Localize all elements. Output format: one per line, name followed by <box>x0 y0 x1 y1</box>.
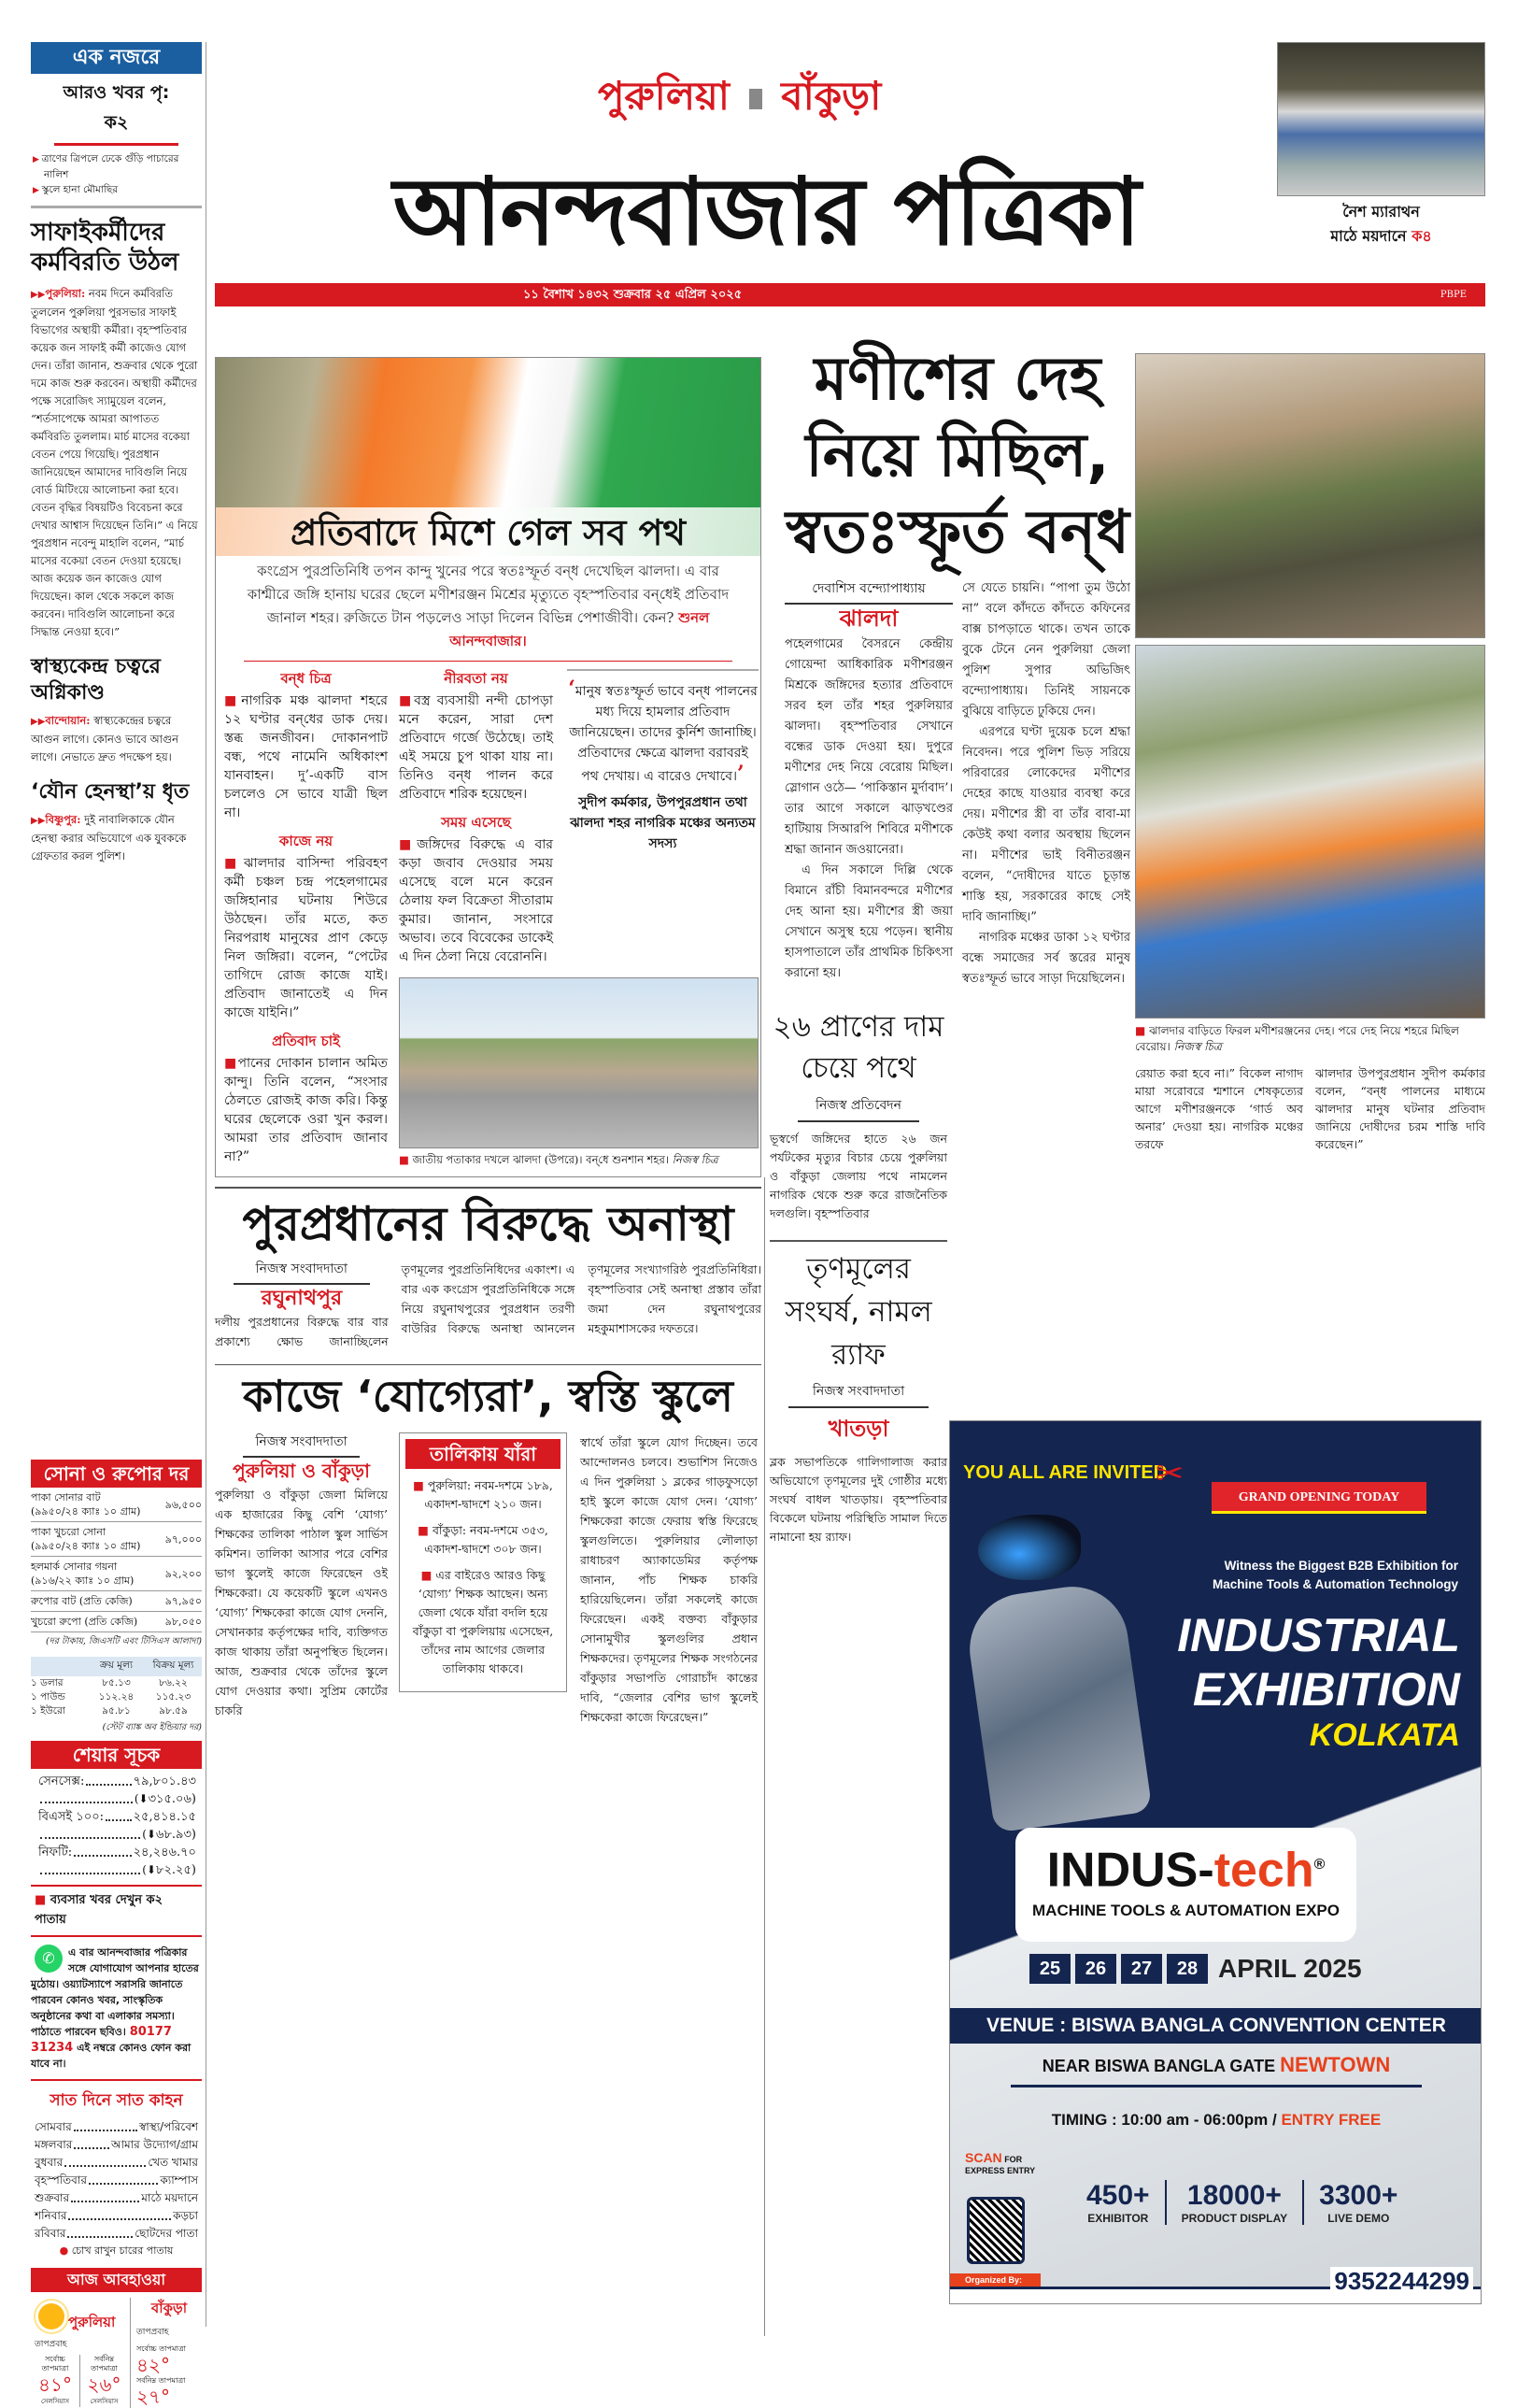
dots <box>40 1790 133 1803</box>
fx-note: (স্টেট ব্যাঙ্ক অব ইন্ডিয়ার দর) <box>102 1722 202 1732</box>
whatsapp-icon: ✆ <box>35 1945 63 1973</box>
scissors-icon: ✂ <box>1156 1454 1185 1492</box>
brand-part: INDUS- <box>1046 1843 1214 1898</box>
funeral-procession-photo <box>1135 353 1485 638</box>
story-place: ▶▶ বিষ্ণুপুর: <box>31 813 80 826</box>
glance-item-text: ত্রাণের ত্রিপলে ঢেকে গুঁড়ি পাচারের নালিশ <box>41 153 179 180</box>
more-news-link[interactable]: আরও খবর পৃ: ক২ <box>54 79 178 146</box>
school-dateline: পুরুলিয়া ও বাঁকুড়া <box>233 1460 370 1482</box>
ad-stat <box>1302 2180 1412 2225</box>
bullet-icon: ■ <box>418 1523 433 1537</box>
down-arrow-icon: (⬇ <box>134 1792 149 1805</box>
fx-row <box>31 1690 202 1704</box>
weather-condition: তাপপ্রবাহ <box>136 2328 169 2337</box>
butterfly-icon <box>978 1515 1081 1580</box>
week-topic: ছোটদের পাতা <box>135 2227 198 2240</box>
down-arrow-icon: (⬇ <box>142 1828 157 1841</box>
date-bar <box>215 283 1485 306</box>
lead-paragraph: এরপরে ঘণ্টা দুয়েক চলে শ্রদ্ধা নিবেদন। পরে পুলিশ ভিড় সরিয়ে পরিবারের লোকেদের মণীশের দেহের কাছে যাওয়ার ব্যবস্থা করে দেয়। মণীশের স্ত্রী বা তাঁর বাবা-মা কেউই কথা বলার অবস্থায় ছিলেন না। মণীশের ভাই বিনীতরঞ্জন বলেন, “দোষীদের যাতে চূড়ান্ত শাস্তি হয়, সরকারের কাছে সেই দাবি জানাচ্ছি।” <box>962 725 1130 924</box>
edition-label <box>598 65 881 132</box>
story-headline: ‘যৌন হেনস্থা’য় ধৃত <box>31 780 190 804</box>
fx-row <box>31 1704 202 1718</box>
school-body: স্বার্থে তাঁরা স্কুলে যোগ দিচ্ছেন। তবে আন্দোলনও চলবে। শুভাশিস নিজেও এ দিন পুরুলিয়া ১ ব্লকের গাড়ফুসড়ো হাই স্কুলে কাজে যোগ দেন। ‘যোগ্য’ শিক্ষকেরা কাজে ফেরায় স্বস্তি ফিরেছে স্কুলগুলিতে। পুরুলিয়ার লৌলাড়া রাধাচরণ অ্যাকাডেমির কর্তৃপক্ষ জানান, পাঁচ শিক্ষক চাকরি হারিয়েছিলেন। তাঁরা সকলেই কাজে ফিরেছেন। একই বক্তব্য বাঁকুড়ার সোনামুখীর স্কুলগুলির প্রধান শিক্ষকদের। তৃণমূলের শিক্ষক সংগঠনের বাঁকুড়ার সভাপতি গোরাচাঁদ কান্তের দাবি, “জেলার বেশির ভাগ স্কুলেই শিক্ষকেরা কাজে ফিরেছেন।” <box>580 1435 758 1724</box>
week-day: বুধবার <box>35 2156 64 2169</box>
week-row <box>35 2172 198 2189</box>
week-day: শনিবার <box>35 2209 67 2222</box>
share-row <box>38 1773 196 1808</box>
feature-intro-credit: শুনল আনন্দবাজার। <box>449 609 710 649</box>
arrow-icon: ▶ <box>33 186 42 195</box>
left-centre-flow <box>215 357 761 1727</box>
share-line <box>38 1773 196 1790</box>
fx-head-cell <box>31 1659 88 1674</box>
ad-date: 27 <box>1121 1954 1162 1984</box>
venue-bar: VENUE : BISWA BANGLA CONVENTION CENTER <box>950 2008 1482 2044</box>
fx-cell: ১ পাউন্ড <box>31 1691 65 1703</box>
rate-row <box>31 1488 202 1522</box>
ad-stat-number: 450+ <box>1086 2180 1150 2211</box>
ad-stat-label: PRODUCT DISPLAY <box>1181 2212 1288 2225</box>
sidebar <box>31 42 202 865</box>
tmc-dateline: খাতড়া <box>828 1416 889 1442</box>
business-news-link[interactable]: ■ ব্যবসার খবর দেখুন ক২ পাতায় <box>31 1885 202 1937</box>
feature-intro: কংগ্রেস পুরপ্রতিনিধি তপন কান্দু খুনের পরে স্বতঃস্ফূর্ত বন্‌ধ দেখেছিল ঝালদা। এ বার কাশ্মীরে জঙ্গি হানায় ঘরের ছেলে মণীশরঞ্জন মিশ্রের মৃত্যুতে বৃহস্পতিবার বন্‌ধেই প্রতিবাদ জানাল শহর। রুজিতে টান পড়লেও সাড়া দিলেন বিভিন্ন পেশাজীবী। কেন? <box>247 563 730 626</box>
feature-photo-caption: ■ জাতীয় পতাকার দখলে ঝালদা (উপরে)। বন্‌ধে শুনশান শহর। নিজস্ব চিত্র <box>399 1153 718 1166</box>
story-place: ▶▶ বান্দোয়ান: <box>31 714 91 727</box>
story26-headline: ২৬ প্রাণের দাম চেয়ে পথে <box>773 1010 944 1085</box>
story-body: দুই নাবালিকাকে যৌন হেনস্থা করার অভিযোগে এক যুবককে গ্রেফতার করল পুলিশ। <box>31 813 187 862</box>
bankura-min-temp: ২৭° <box>136 2386 171 2408</box>
arrow-icon: ▶ <box>33 155 42 164</box>
indus-tech-logo <box>1015 1828 1356 1942</box>
week-topic: কড়চা <box>173 2209 198 2222</box>
section-title: নীরবতা নয় <box>444 670 508 687</box>
feature-headline: প্রতিবাদে মিশে গেল সব পথ <box>290 512 687 553</box>
empty-street-bandh-photo <box>399 977 759 1148</box>
week-topic: মাঠে ময়দানে <box>141 2191 198 2204</box>
section-title: প্রতিবাদ চাই <box>272 1033 340 1049</box>
section-body: ■ ঝালদার বাসিন্দা পরিবহণ কর্মী চঞ্চল চন্দ্র পহেলগামের জঙ্গিহানার ঘটনায় শিউরে উঠছেন। তাঁর মতে, কত নিরপরাধ মানুষের প্রাণ কেড়ে নিল জঙ্গিরা। বলেন, “পেটের তাগিদে রোজ কাজে যাই। প্রতিবাদ জানাতেই এ দিন কাজে যাইনি।” <box>224 854 388 1022</box>
fx-cell: ১ ইউরো <box>31 1705 65 1717</box>
noconf-story <box>215 1187 761 1351</box>
fx-cell: ৮৬.২২ <box>159 1677 188 1688</box>
whatsapp-note: এই নম্বরে কোনও ফোন করা যাবে না। <box>31 2042 192 2070</box>
ad-expo-name: MACHINE TOOLS & AUTOMATION EXPO <box>1032 1902 1340 1920</box>
gold-rates-title: সোনা ও রুপোর দর <box>31 1460 202 1488</box>
grand-opening-ribbon: GRAND OPENING TODAY <box>1212 1482 1426 1514</box>
gold-note: (দর টাকায়, জিএসটি এবং টিসিএস আলাদা) <box>46 1636 202 1646</box>
week-row <box>35 2207 198 2225</box>
pull-quote: ‘মানুষ স্বতঃস্ফূর্ত ভাবে বন্‌ধ পালনের মধ্য দিয়ে হামলার প্রতিবাদ জানিয়েছেন। তাদের কুর্নিশ জানাচ্ছি। প্রতিবাদের ক্ষেত্রে ঝালদা বরাবরই পথ দেখায়। এ বারেও দেখাবে।’ <box>568 677 758 786</box>
bullet-icon: ■ <box>420 1568 436 1582</box>
fx-row <box>31 1676 202 1690</box>
rate-label: রুপোর বাট (প্রতি কেজি) <box>31 1595 133 1607</box>
story26-byline: নিজস্ব প্রতিবেদন <box>798 1094 919 1122</box>
share-change: ৬৮.৯৩) <box>156 1828 196 1842</box>
unit-label: সেলসিয়াস <box>90 2398 119 2405</box>
school-byline: নিজস্ব সংবাদদাতা <box>243 1432 360 1458</box>
ad-stat <box>1165 2180 1303 2225</box>
whatsapp-number[interactable]: 80177 31234 <box>31 2025 172 2055</box>
indus-tech-ad[interactable] <box>949 1420 1482 2304</box>
lead-continuation: রেয়াত করা হবে না।” বিকেল নাগাদ মায়া সরোবরে শ্মশানে শেষকৃত্যের আগে মণীশরঞ্জনকে ‘গার্ড অব অনার’ দেওয়া হয়। নাগরিক মঞ্চের তরফে <box>1135 1066 1303 1151</box>
ad-stat <box>1071 2180 1165 2225</box>
fx-cell: ১ ডলার <box>31 1677 64 1688</box>
quote-attribution: সুদীপ কর্মকার, উপপুরপ্রধান তথা ঝালদা শহর নাগরিক মঞ্চের অন্যতম সদস্য <box>570 795 756 851</box>
school-headline: কাজে ‘যোগ্যেরা’, স্বস্তি স্কুলে <box>243 1371 733 1421</box>
dots <box>89 2172 158 2185</box>
dots <box>68 2207 171 2220</box>
min-label: সর্বনিম্ন তাপমাত্রা <box>91 2355 118 2372</box>
venue-detail: NEAR BISWA BANGLA GATE NEWTOWN <box>1011 2053 1422 2087</box>
lead-paragraph: সে যেতে চায়নি। “পাপা তুম উঠো না” বলে কাঁদতে কাঁদতে কফিনের বাক্স চাপড়াতে থাকে। তখন তাকে বুকে টেনে নেন পুরুলিয়া জেলা পুলিশ সুপার অভিজিৎ বন্দ্যোপাধ্যায়। তিনিই সায়নকে বুঝিয়ে বাড়িতে ঢুকিয়ে দেন। <box>962 581 1130 719</box>
min-label: সর্বনিম্ন তাপমাত্রা <box>136 2376 186 2385</box>
section-body: ■ জঙ্গিদের বিরুদ্ধে এ বার কড়া জবাব দেওয়ার সময় এসেছে বলে মনে করেন ঠেলায় ফল বিক্রেতা সীতারাম কুমার। জানান, সংসারে অভাব। তবে বিবেকের ডাকেই এ দিন ঠেলা নিয়ে বেরোননি। <box>399 835 553 966</box>
invite-text: YOU ALL ARE INVITED <box>963 1462 1168 1483</box>
rate-value: ৯৭,৯৫০ <box>164 1595 202 1607</box>
ad-month: APRIL 2025 <box>1218 1954 1362 1983</box>
weather-condition: তাপপ্রবাহ <box>35 2340 67 2349</box>
section-title: সময় এসেছে <box>441 814 511 831</box>
section-title: কাজে নয় <box>278 833 333 849</box>
dots <box>40 1861 140 1874</box>
weather-panel <box>31 2292 202 2408</box>
robot-hand-graphic <box>962 1579 1152 1832</box>
fx-cell: ১১২.২৪ <box>98 1691 135 1703</box>
dots <box>74 2136 109 2149</box>
ad-stat-label: EXHIBITOR <box>1087 2212 1149 2225</box>
story26-body: ভূস্বর্গে জঙ্গিদের হাতে ২৬ জন পর্যটকের মৃত্যুর বিচার চেয়ে পুরুলিয়া ও বাঁকুড়া জেলায় পথে নামলেন নাগরিক থেকে শুরু করে রাজনৈতিক দলগুলি। বৃহস্পতিবার <box>770 1132 947 1220</box>
share-value: ২৪,২৪৬.৭০ <box>133 1845 196 1859</box>
edition-purulia: পুরুলিয়া <box>598 73 730 119</box>
rate-value: ৯৮,০৫০ <box>164 1616 202 1628</box>
lead-headline: মণীশের দেহ নিয়ে মিছিল, স্বতঃস্ফূর্ত বন্‌ধ <box>786 345 1129 567</box>
week-row <box>35 2154 198 2172</box>
week-row <box>35 2189 198 2207</box>
ad-date: 28 <box>1167 1954 1208 1984</box>
dots <box>67 2225 133 2238</box>
ad-date: 25 <box>1029 1954 1071 1984</box>
dots <box>74 1844 131 1857</box>
section-body: ■ নাগরিক মঞ্চ ঝালদা শহরে ১২ ঘণ্টার বন্‌ধের ডাক দেয়। স্তব্ধ জনজীবন। দোকানপাট বন্ধ, পথে নামেনি অধিকাংশ যানবাহন। দু’-একটি বাস চললেও সে ভাবে যাত্রী ছিল না। <box>224 691 388 822</box>
week-day: সোমবার <box>35 2120 72 2133</box>
week-topic: আমার উদ্যোগ/গ্রাম <box>110 2138 198 2151</box>
whatsapp-text: এ বার আনন্দবাজার পত্রিকার সঙ্গে যোগাযোগ আপনার হাতের মুঠোয়। ওয়্যাটস্যাপে সরাসরি জানাতে পারবেন কোনও খবর, সাংস্কৃতিক অনুষ্ঠানের কথা বা এলাকার সমস্যা। পাঠাতে পারবেন ছবিও। <box>31 1946 199 2038</box>
ad-stat-label: LIVE DEMO <box>1327 2212 1390 2225</box>
teaser-title: নৈশ ম্যারাথন <box>1342 203 1420 221</box>
ad-stat-number: 3300+ <box>1319 2180 1398 2211</box>
feature-box <box>215 357 761 1177</box>
rate-row <box>31 1612 202 1632</box>
week-row <box>35 2225 198 2243</box>
section-body: ■ পানের দোকান চালান অমিত কান্দু। তিনি বলেন, “সংসার ঠেলতে রোজই কাজ করি। কিন্তু ঘরের ছেলেকে ওরা খুন করল। আমরা তার প্রতিবাদ জানাব না?” <box>224 1054 388 1166</box>
issue-date: ১১ বৈশাখ ১৪৩২ শুক্রবার ২৫ এপ্রিল ২০২৫ <box>523 288 743 302</box>
tmc-headline: তৃণমূলের সংঘর্ষ, নামল র‌্যাফ <box>785 1252 932 1372</box>
list-box <box>399 1432 567 1692</box>
dots <box>86 1773 131 1786</box>
weather-city-purulia: পুরুলিয়া <box>68 2314 116 2330</box>
organized-by-label: Organized By: <box>950 2273 1041 2287</box>
weather-title: আজ আবহাওয়া <box>31 2268 202 2292</box>
share-change: ৮২.২৫) <box>156 1863 196 1877</box>
list-box-item <box>405 1521 560 1559</box>
purulia-max-temp: ৪১° <box>38 2373 72 2396</box>
share-row <box>38 1808 196 1844</box>
share-change: ৩১৫.০৬) <box>148 1792 196 1806</box>
tricolor-rally-photo <box>216 358 760 507</box>
list-box-text: পুরুলিয়া: নবম-দশমে ১৮৯, একাদশ-দ্বাদশে ২১০ জন। <box>424 1478 553 1511</box>
separator <box>749 89 762 109</box>
week-topic: স্বাস্থ্য/পরিবেশ <box>138 2120 198 2133</box>
edition-bankura: বাঁকুড়া <box>781 73 882 119</box>
story-place: ▶▶ পুরুলিয়া: <box>31 287 85 300</box>
business-news-text: ব্যবসার খবর দেখুন ক২ পাতায় <box>35 1893 163 1927</box>
registered-mark: ® <box>1313 1857 1326 1873</box>
school-body: পুরুলিয়া ও বাঁকুড়া জেলা মিলিয়ে এক হাজারের কিছু বেশি ‘যোগ্য’ শিক্ষকের তালিকা পাঠাল স্কুল সার্ভিস কমিশন। তালিকা আসার পরে বেশির ভাগ স্কুলেই কাজে ফিরেছেন ওই শিক্ষকেরা। যে কয়েকটি স্কুলে এখনও ‘যোগ্য’ শিক্ষকেরা কাজে যোগ দেননি, সেখানকার কর্তৃপক্ষের দাবি, ব্যক্তিগত কাজ থাকায় তাঁরা অনুপস্থিত ছিলেন। আজ, শুক্রবার থেকে তাঁদের স্কুলে যোগ দেওয়ার কথা। সুপ্রিম কোর্টের চাকরি <box>215 1488 388 1717</box>
rate-row <box>31 1557 202 1591</box>
dots <box>106 1808 132 1821</box>
ad-phone[interactable]: 9352244299 <box>1330 2267 1473 2296</box>
share-label: বিএসই ১০০: <box>38 1810 105 1824</box>
list-box-text: বাঁকুড়া: নবম-দশমে ৩৫৩, একাদশ-দ্বাদশে ৩০৮ জন। <box>424 1523 548 1556</box>
section-body: ■ বস্ত্র ব্যবসায়ী নন্দী চোপড়া মনে করেন, সারা দেশ প্রতিবাদে গর্জে উঠেছে। তাই এই সময়ে চুপ থাকা যায় না। তিনিও বন্‌ধ পালন করে প্রতিবাদে শরিক হয়েছেন। <box>399 691 553 804</box>
timing: TIMING : 10:00 am - 06:00pm / ENTRY FREE <box>1051 2111 1382 2129</box>
gold-rates-panel: সোনা ও রুপোর দর পাকা সোনার বাট (৯৯৫০/২৪ ক্যাঃ ১০ গ্রাম) ৯৬,৫০০ পাকা খুচরো সোনা (৯৯৫০/২৪ ক্যাঃ ১০ গ্রাম) ৯৭,০০০ হলমার্ক সোনার গয়না (৯১৬/২২ ক্যাঃ ১০ গ্রাম) ৯২,২০০ রুপোর বাট (প্রতি কেজি) ৯৭,৯৫০ খুচরো রুপো (প্রতি কেজি) ৯৮,০৫০ (দর টাকায়, জিএসটি এবং টিসিএস আলাদা) ক্রয় মূল্য বিক্রয় মূল্য ১ ডলার ৮৫.১৩ ৮৬.২২ ১ পাউন্ড ১১২.২৪ ১১৫.২৩ ১ ইউরো ৯৫.৮১ ৯৮.৫৯ (স্টেট ব্যাঙ্ক অব ইন্ডিয়ার দর) শেয়ার সূচক সেনসেক্স: ৭৯,৮০১.৪৩ (⬇ ৩১৫.০৬) বিএসই ১০০: ২৫,৪১৪.১৫ (⬇ ৬৮.৯৩) নিফটি: ২৪,২৪৬.৭০ (⬇ ৮২.২৫) ■ ব্যবসার খবর দেখুন ক২ পাতায় ✆ এ বার আনন্দবাজার পত্রিকার সঙ্গে যোগাযোগ আপনার হাতের মুঠোয়। ওয়্যাটস্যাপে সরাসরি জানাতে পারবেন কোনও খবর, সাংস্কৃতিক অনুষ্ঠানের কথা বা এলাকার সমস্যা। পাঠাতে পারবেন ছবিও। 80177 31234 এই নম্বরে কোনও ফোন করা যাবে না। সাত দিনে সাত কাহন সোমবার স্বাস্থ্য/পরিবেশ মঙ্গলবার আমার উদ্যোগ/গ্রাম বুধবার খেত খামার বৃহস্পতিবার ক্যাম্পাস শুক্রবার মাঠে ময়দানে শনিবার কড়চা রবিবার ছোটদের পাতা ● চোখ রাখুন চারের পাতায় আজ আবহাওয়া পুরুলিয়া তাপপ্রবাহ সর্বোচ্চ তাপমাত্রা ৪১° সেলসিয়াস সর্বনিম্ন তাপমাত্রা ২৬° সেলসিয়াস বাঁকুড়া তাপপ্রবাহ সর্বোচ্চ তাপমাত্রা ৪২° সর্বনিম্ন তাপমাত্রা ২৭° <box>31 1460 202 2408</box>
bankura-max-temp: ৪২° <box>136 2354 170 2376</box>
dots <box>71 2189 139 2202</box>
noconf-headline: পুরপ্রধানের বিরুদ্ধে অনাস্থা <box>242 1197 734 1251</box>
share-index-title: শেয়ার সূচক <box>31 1741 202 1769</box>
week-title: সাত দিনে সাত কাহন <box>50 2091 183 2110</box>
story-headline: স্বাস্থ্যকেন্দ্র চত্বরে অগ্নিকাণ্ড <box>31 655 161 705</box>
noconf-byline: নিজস্ব সংবাদদাতা <box>234 1260 370 1285</box>
max-label: সর্বোচ্চ তাপমাত্রা <box>136 2344 186 2353</box>
ad-title: EXHIBITION <box>1192 1663 1460 1716</box>
glance-item-text: স্কুলে হানা মৌমাছির <box>41 184 119 195</box>
rate-label: পাকা সোনার বাট (৯৯৫০/২৪ ক্যাঃ ১০ গ্রাম) <box>31 1491 141 1517</box>
marathon-photo <box>1277 42 1485 196</box>
sun-icon <box>38 2303 64 2330</box>
unit-label: সেলসিয়াস <box>40 2398 70 2405</box>
share-row <box>38 1844 196 1879</box>
weather-city-bankura: বাঁকুড়া <box>150 2300 188 2316</box>
dots <box>64 2154 146 2167</box>
purulia-min-temp: ২৬° <box>87 2373 121 2396</box>
rate-row <box>31 1522 202 1557</box>
list-box-item <box>405 1476 560 1514</box>
share-line <box>38 1826 196 1844</box>
school-story <box>215 1364 761 1727</box>
share-line <box>38 1790 196 1808</box>
glance-item[interactable] <box>31 182 202 198</box>
lead-dateline: ঝালদা <box>839 606 899 632</box>
tmc-byline: নিজস্ব সংবাদদাতা <box>788 1380 929 1408</box>
rate-value: ৯৬,৫০০ <box>164 1498 202 1511</box>
share-label: সেনসেক্স: <box>38 1774 85 1788</box>
rate-label: হলমার্ক সোনার গয়না (৯১৬/২২ ক্যাঃ ১০ গ্রাম) <box>31 1560 135 1587</box>
noconf-body: দলীয় পুরপ্রধানের বিরুদ্ধে বার বার প্রকাশ্যে ক্ষোভ জানাচ্ছিলেন তৃণমূলের পুরপ্রতিনিধিদের একাংশ। এ বার এক কংগ্রেস পুরপ্রতিনিধিকে সঙ্গে নিয়ে রঘুনাথপুরের পুরপ্রধান তরণী বাউরির বিরুদ্ধে অনাস্থা আনলেন তৃণমূলের সংখ্যাগরিষ্ঠ পুরপ্রতিনিধিরা। বৃহস্পতিবার সেই অনাস্থা প্রস্তাব তাঁরা জমা দেন রঘুনাথপুরের মহকুমাশাসকের দফতরে। <box>215 1262 761 1348</box>
max-label: সর্বোচ্চ তাপমাত্রা <box>41 2355 69 2372</box>
rate-value: ৯৭,০০০ <box>164 1532 202 1546</box>
bullet-icon: ■ <box>413 1478 428 1492</box>
noconf-dateline: রঘুনাথপুর <box>261 1287 343 1310</box>
ad-stat-number: 18000+ <box>1186 2180 1282 2211</box>
qr-code[interactable] <box>967 2197 1025 2264</box>
list-box-text: এর বাইরেও আরও কিছু ‘যোগ্য’ শিক্ষক আছেন। অন্য জেলা থেকে যাঁরা বদলি হয়ে বাঁকুড়া বা পুরুলিয়ায় এসেছেন, তাঁদের নাম আগের জেলার তালিকায় থাকবে। <box>412 1568 554 1675</box>
fx-cell: ৯৫.৮১ <box>102 1705 131 1717</box>
rate-value: ৯২,২০০ <box>164 1567 202 1580</box>
week-day: বৃহস্পতিবার <box>35 2173 87 2187</box>
mourners-photo <box>1135 645 1485 1019</box>
list-box-title: তালিকায় যাঁরা <box>405 1439 560 1469</box>
brand-part: tech <box>1213 1843 1314 1898</box>
fx-cell: ৯৮.৫৯ <box>159 1705 188 1717</box>
scan-label: SCAN FOR EXPRESS ENTRY <box>965 2150 1036 2175</box>
fx-cell: ৮৫.১৩ <box>102 1677 131 1688</box>
dots <box>40 1826 140 1839</box>
share-line <box>38 1808 196 1826</box>
story-body: স্বাস্থ্যকেন্দ্রের চত্বরে আগুন লাগে। কোনও ভাবে আগুন লাগে। নেভাতে দ্রুত পদক্ষেপ হয়। <box>31 714 179 763</box>
rate-row <box>31 1591 202 1612</box>
week-topic: ক্যাম্পাস <box>160 2173 198 2187</box>
rate-label: পাকা খুচরো সোনা (৯৯৫০/২৪ ক্যাঃ ১০ গ্রাম) <box>31 1526 141 1552</box>
rate-label: খুচরো রুপো (প্রতি কেজি) <box>31 1616 138 1628</box>
lead-continuation: ঝালদার উপপুরপ্রধান সুদীপ কর্মকার বলেন, “বন্‌ধ পালনের মাধ্যমে ঝালদার মানুষ ঘটনার প্রতিবাদ জানিয়ে দোষীদের চরম শাস্তি দাবি করেছেন।” <box>1315 1066 1485 1151</box>
share-line <box>38 1861 196 1879</box>
lead-paragraph: নাগরিক মঞ্চের ডাকা ১২ ঘণ্টার বন্ধে সমাজের সর্ব স্তরের মানুষ স্বতঃস্ফূর্ত ভাবে সাড়া দিয়েছিলেন। <box>962 931 1130 986</box>
glance-title: এক নজরে <box>31 42 202 74</box>
ad-title: INDUSTRIAL <box>1177 1609 1460 1661</box>
story-headline: সাফাইকর্মীদের কর্মবিরতি উঠল <box>31 219 179 277</box>
week-topic: খেত খামার <box>148 2156 198 2169</box>
newspaper-logo: আনন্দবাজার পত্রিকা <box>392 156 1140 266</box>
down-arrow-icon: (⬇ <box>142 1863 157 1876</box>
tmc-body: ব্লক সভাপতিকে গালিগালাজ করার অভিযোগে তৃণমূলের দুই গোষ্ঠীর মধ্যে সংঘর্ষ বাধল খাতড়ায়। বৃহস্পতিবার বিকেলে ঘটনায় পরিস্থিতি সামাল দিতে নামানো হয় র‌্যাফ। <box>770 1455 947 1544</box>
lead-paragraph: এ দিন সকালে দিল্লি থেকে বিমানে রাঁচী বিমানবন্দরে মণীশের দেহ আনা হয়। মণীশের স্ত্রী জয়া সেখানে অসুস্থ হয়ে পড়েন। স্থানীয় হাসপাতালে তাঁর প্রাথমিক চিকিৎসা করানো হয়। <box>785 863 953 980</box>
dots <box>74 2118 137 2131</box>
fx-head-cell: ক্রয় মূল্য <box>99 1660 133 1671</box>
ad-city: KOLKATA <box>1309 1717 1460 1753</box>
ad-tagline: Witness the Biggest B2B Exhibition for <box>1224 1559 1458 1573</box>
week-row <box>35 2136 198 2154</box>
share-line <box>38 1844 196 1861</box>
week-day: শুক্রবার <box>35 2191 70 2204</box>
ad-tagline: Machine Tools & Automation Technology <box>1213 1577 1458 1591</box>
week-day: রবিবার <box>35 2227 66 2240</box>
share-value: ৭৯,৮০১.৪৩ <box>133 1774 196 1788</box>
list-box-item <box>405 1566 560 1678</box>
lead-flow <box>770 341 1130 1546</box>
fx-head-cell: বিক্রয় মূল্য <box>152 1660 194 1671</box>
week-note: চোখ রাখুন চারের পাতায় <box>71 2244 174 2257</box>
story-body: নবম দিনে কর্মবিরতি তুললেন পুরুলিয়া পুরসভার সাফাই বিভাগের অস্থায়ী কর্মীরা। বৃহস্পতিবার কয়েক জন সাফাই কর্মী কাজেও যোগ দেন। তাঁরা জানান, শুক্রবার থেকে পুরো দমে কাজ শুরু করবেন। অস্থায়ী কর্মীদের পক্ষে সরোজিৎ স্যামুয়েল বলেন, “শর্তসাপেক্ষে আমরা আপাতত কর্মবিরতি তুললাম। মার্চ মাসের বকেয়া বেতন পেয়ে গিয়েছি। পুরপ্রধান জানিয়েছেন আমাদের দাবিগুলি নিয়ে বোর্ড মিটিংয়ে আলোচনা করা হবে। বেতন বৃদ্ধির বিষয়টিও বিবেচনা করে দেখার আশ্বাস দিয়েছেন তিনি।” এ নিয়ে পুরপ্রধান নবেন্দু মাহালি বলেন, “মার্চ মাসের বকেয়া বেতন দেওয়া হয়েছে। আজ কয়েক জন কাজেও যোগ দিয়েছেন। কাল থেকে সকলে কাজ করবেন। দাবিগুলি আলোচনা করে সিদ্ধান্ত নেওয়া হবে।” <box>31 287 198 638</box>
section-title: বন্‌ধ চিত্র <box>280 670 332 687</box>
lead-photo-caption: ■ ঝালদার বাড়িতে ফিরল মণীশরঞ্জনের দেহ। পরে দেহ নিয়ে শহরে মিছিল বেরোয়। নিজস্ব চিত্র <box>1135 1024 1459 1053</box>
lead-byline: দেবাশিস বন্দ্যোপাধ্যায় <box>785 578 953 605</box>
fx-cell: ১১৫.২৩ <box>155 1691 192 1703</box>
fx-header <box>31 1657 202 1676</box>
share-value: ২৫,৪১৪.১৫ <box>133 1810 196 1824</box>
share-label: নিফটি: <box>38 1845 73 1859</box>
edition-code: PBPE <box>1440 290 1467 300</box>
week-day: মঙ্গলবার <box>35 2138 73 2151</box>
week-row <box>35 2118 198 2136</box>
glance-item[interactable] <box>31 151 202 182</box>
ad-date: 26 <box>1075 1954 1116 1984</box>
lead-paragraph: পহেলগামের বৈসরনে কেন্দ্রীয় গোয়েন্দা আধিকারিক মণীশরঞ্জন মিশ্রকে জঙ্গিদের হত্যার প্রতিবাদে সরব হল তাঁর শহর পুরুলিয়ার ঝালদা। বৃহস্পতিবার সেখানে বন্ধের ডাক দেওয়া হয়। দুপুরে মণীশের দেহ নিয়ে বেরোয় মিছিল। স্লোগান ওঠে— ‘পাকিস্তান মুর্দাবাদ’। তার আগে সকালে ঝাড়খণ্ডের হাটিয়ায় সিআরপি শিবিরে মণীশকে শ্রদ্ধা জানান জওয়ানেরা। <box>785 637 953 857</box>
teaser-link[interactable]: মাঠে ময়দানে ক৪ <box>1330 227 1432 245</box>
